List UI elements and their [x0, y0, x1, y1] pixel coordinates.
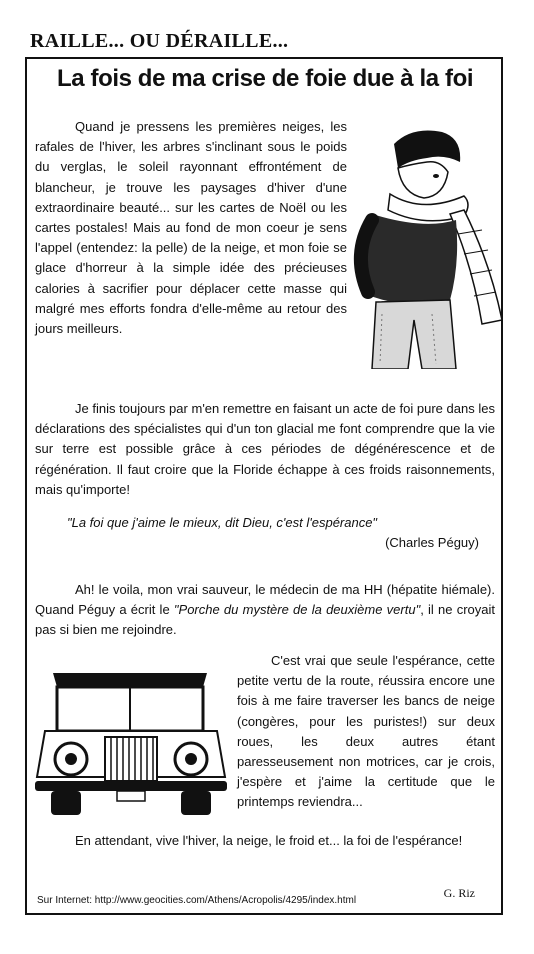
- peguy-quote: "La foi que j'aime le mieux, dit Dieu, c'est l'espérance": [67, 515, 378, 530]
- paragraph-3-part-b: , il ne croyait pas si bien me rejoindre.: [35, 602, 495, 638]
- article-headline: La fois de ma crise de foie due à la foi: [57, 65, 474, 92]
- paragraph-4: C'est vrai que seule l'espérance, cette petite vertu de la route, réussira encore une fois à me faire traverser les bancs de neige (congères, pour les puristes!) sur deux roues, les deux autres étant paresseusement non motrices, car je crois, j'espère et j'aime la certitude que le printemps reviendra...: [237, 653, 495, 810]
- paragraph-3: [35, 580, 495, 641]
- person-in-scarf-illustration: [332, 124, 502, 369]
- article-frame: [25, 57, 503, 915]
- paragraph-3-part-a: Ah! le voila, mon vrai sauveur, le médecin de ma HH (hépatite hiémale). Quand Péguy a écrit le: [35, 582, 495, 618]
- internet-link[interactable]: Sur Internet: http://www.geocities.com/Athens/Acropolis/4295/index.html: [37, 895, 357, 906]
- column-title: RAILLE... OU DÉRAILLE...: [30, 30, 289, 52]
- quote-author: (Charles Péguy): [385, 535, 479, 550]
- paragraph-1: Quand je pressens les premières neiges, les rafales de l'hiver, les arbres s'inclinant sous le poids du verglas, le soleil rayonnant effrontément de blancheur, je trouve les paysages d'hiver d'une extraordinaire beauté... sur les cartes de Noël ou les cartes postales! Mais au fond de mon coeur je sens l'appel (entendez: la pelle) de la neige, et mon foie se glace d'horreur à la simple idée des précieuses calories à sacrifier pour déplacer cette masse qui malgré mes efforts fondra d'elle-même au retour des jours meilleurs.: [35, 119, 347, 337]
- paragraph-3-italic-title: "Porche du mystère de la deuxième vertu": [173, 602, 421, 618]
- paragraph-5: En attendant, vive l'hiver, la neige, le froid et... la foi de l'espérance!: [75, 833, 463, 848]
- vintage-car-illustration: [31, 657, 231, 817]
- paragraph-2: Je finis toujours par m'en remettre en faisant un acte de foi pure dans les déclarations des spécialistes qui d'un ton glacial me font comprendre que la vie sur terre est possible grâce à ces périodes de dégénérescence et de régénération. Il faut croire que la Floride échappe à ces froids raisonnements, mais qu'importe!: [35, 401, 495, 497]
- author-signature: G. Riz: [443, 886, 475, 900]
